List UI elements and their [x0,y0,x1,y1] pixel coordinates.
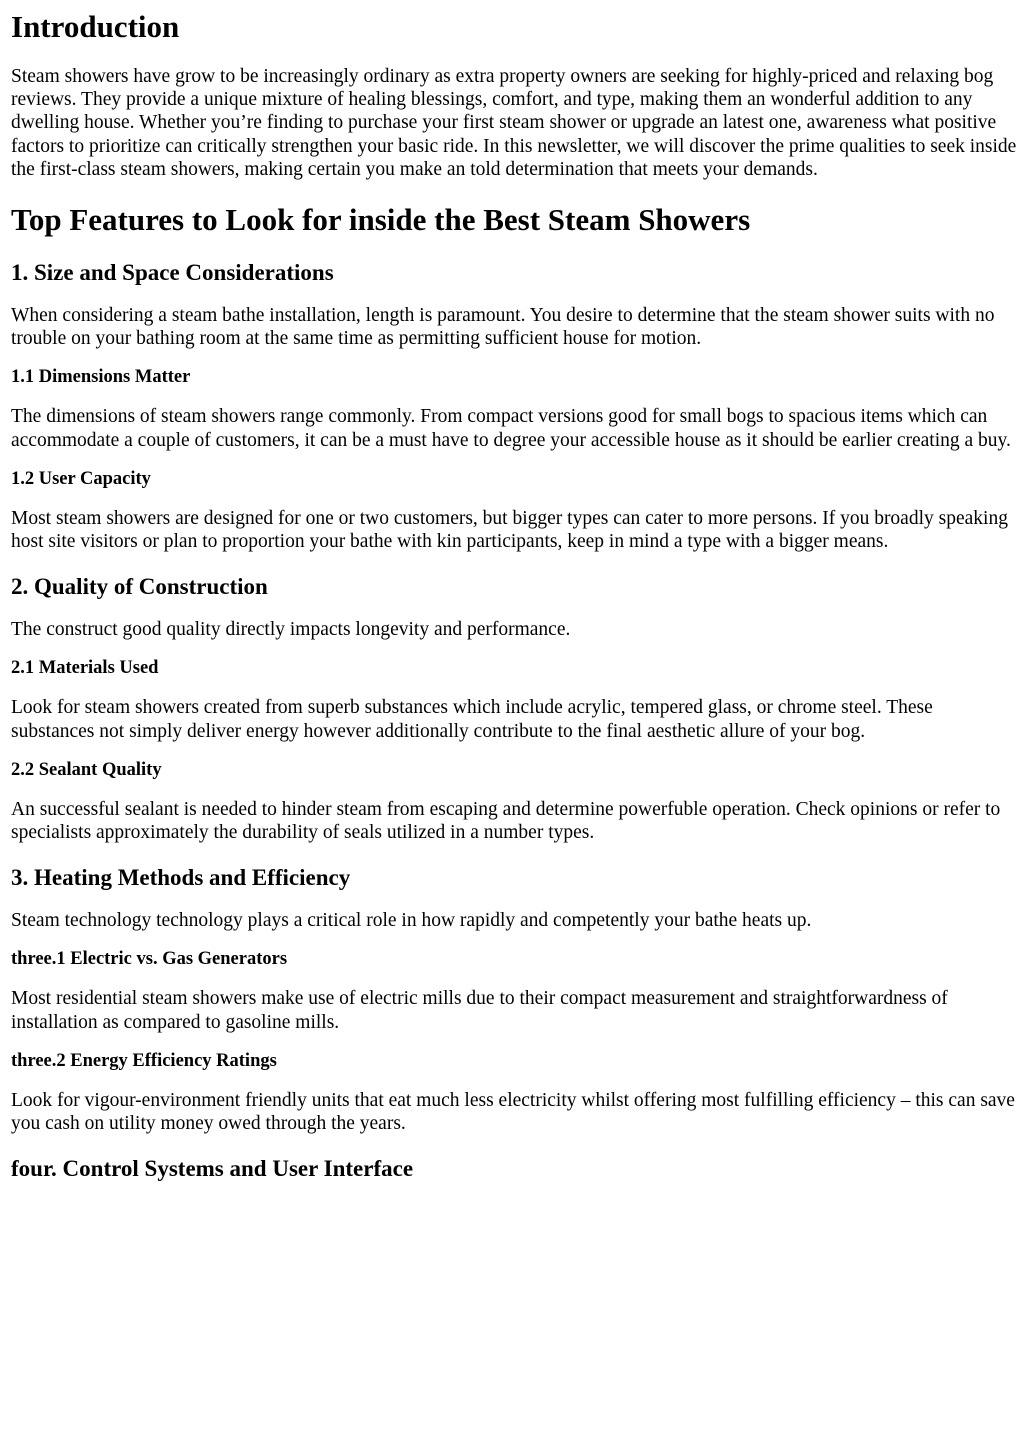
section-heading-heating: 3. Heating Methods and Efficiency [11,865,351,891]
subsection-paragraph-generators: Most residential steam showers make use of electric mills due to their compact measurement and straightforwardness of installation as compared to gasoline mills. [11,988,948,1033]
subsection-paragraph-sealant: An successful sealant is needed to hinder steam from escaping and determine powerfuble operation. Check opinions or refer to specialists approximately the durability of seals utilized in a number types. [11,798,1001,844]
subsection-heading-sealant: 2.2 Sealant Quality [11,759,162,780]
section-heading-controls: four. Control Systems and User Interface [11,1156,414,1182]
subsection-heading-dimensions: 1.1 Dimensions Matter [11,367,191,388]
subsection-paragraph-capacity: Most steam showers are designed for one or two customers, but bigger types can cater to more persons. If you broadly speaking host site visitors or plan to proportion your bathe with kin participants, keep in mind a type with a bigger means. [11,507,1008,553]
article [11,0,1017,1200]
intro-heading: Introduction [11,9,180,44]
subsection-paragraph-dimensions: The dimensions of steam showers range commonly. From compact versions good for small bogs to spacious items which can accommodate a couple of customers, it can be a must have to degree your accessible house as it should be earlier creating a buy. [11,406,1011,451]
subsection-paragraph-materials: Look for steam showers created from superb substances which include acrylic, tempered glass, or chrome steel. These substances not simply deliver energy however additionally contribute to the final aesthetic allure of your bog. [11,697,933,742]
subsection-heading-efficiency: three.2 Energy Efficiency Ratings [11,1050,277,1071]
section-paragraph-quality: The construct good quality directly impacts longevity and performance. [11,619,571,641]
section-paragraph-size: When considering a steam bathe installation, length is paramount. You desire to determine that the steam shower suits with no trouble on your bathing room at the same time as permitting sufficient house for motion. [11,305,995,350]
section-heading-quality: 2. Quality of Construction [11,574,268,600]
intro-paragraph: Steam showers have grow to be increasingly ordinary as extra property owners are seeking for highly-priced and relaxing bog reviews. They provide a unique mixture of healing blessings, comfort, and type, making them an wonderful addition to any dwelling house. Whether you’re finding to purchase your first steam shower or upgrade an latest one, awareness what positive factors to prioritize can critically strengthen your basic ride. In this newsletter, we will discover the prime qualities to seek inside the first-class steam showers, making certain you make an told determination that meets your demands. [11,66,1017,180]
section-paragraph-heating: Steam technology technology plays a critical role in how rapidly and competently your bathe heats up. [11,910,812,932]
subsection-heading-capacity: 1.2 User Capacity [11,468,151,489]
features-heading: Top Features to Look for inside the Best Steam Showers [11,202,751,238]
subsection-paragraph-efficiency: Look for vigour-environment friendly units that eat much less electricity whilst offering most fulfilling efficiency – this can save you cash on utility money owed through the years. [11,1089,1015,1135]
subsection-heading-materials: 2.1 Materials Used [11,658,159,679]
subsection-heading-generators: three.1 Electric vs. Gas Generators [11,949,288,970]
section-heading-size: 1. Size and Space Considerations [11,260,334,286]
